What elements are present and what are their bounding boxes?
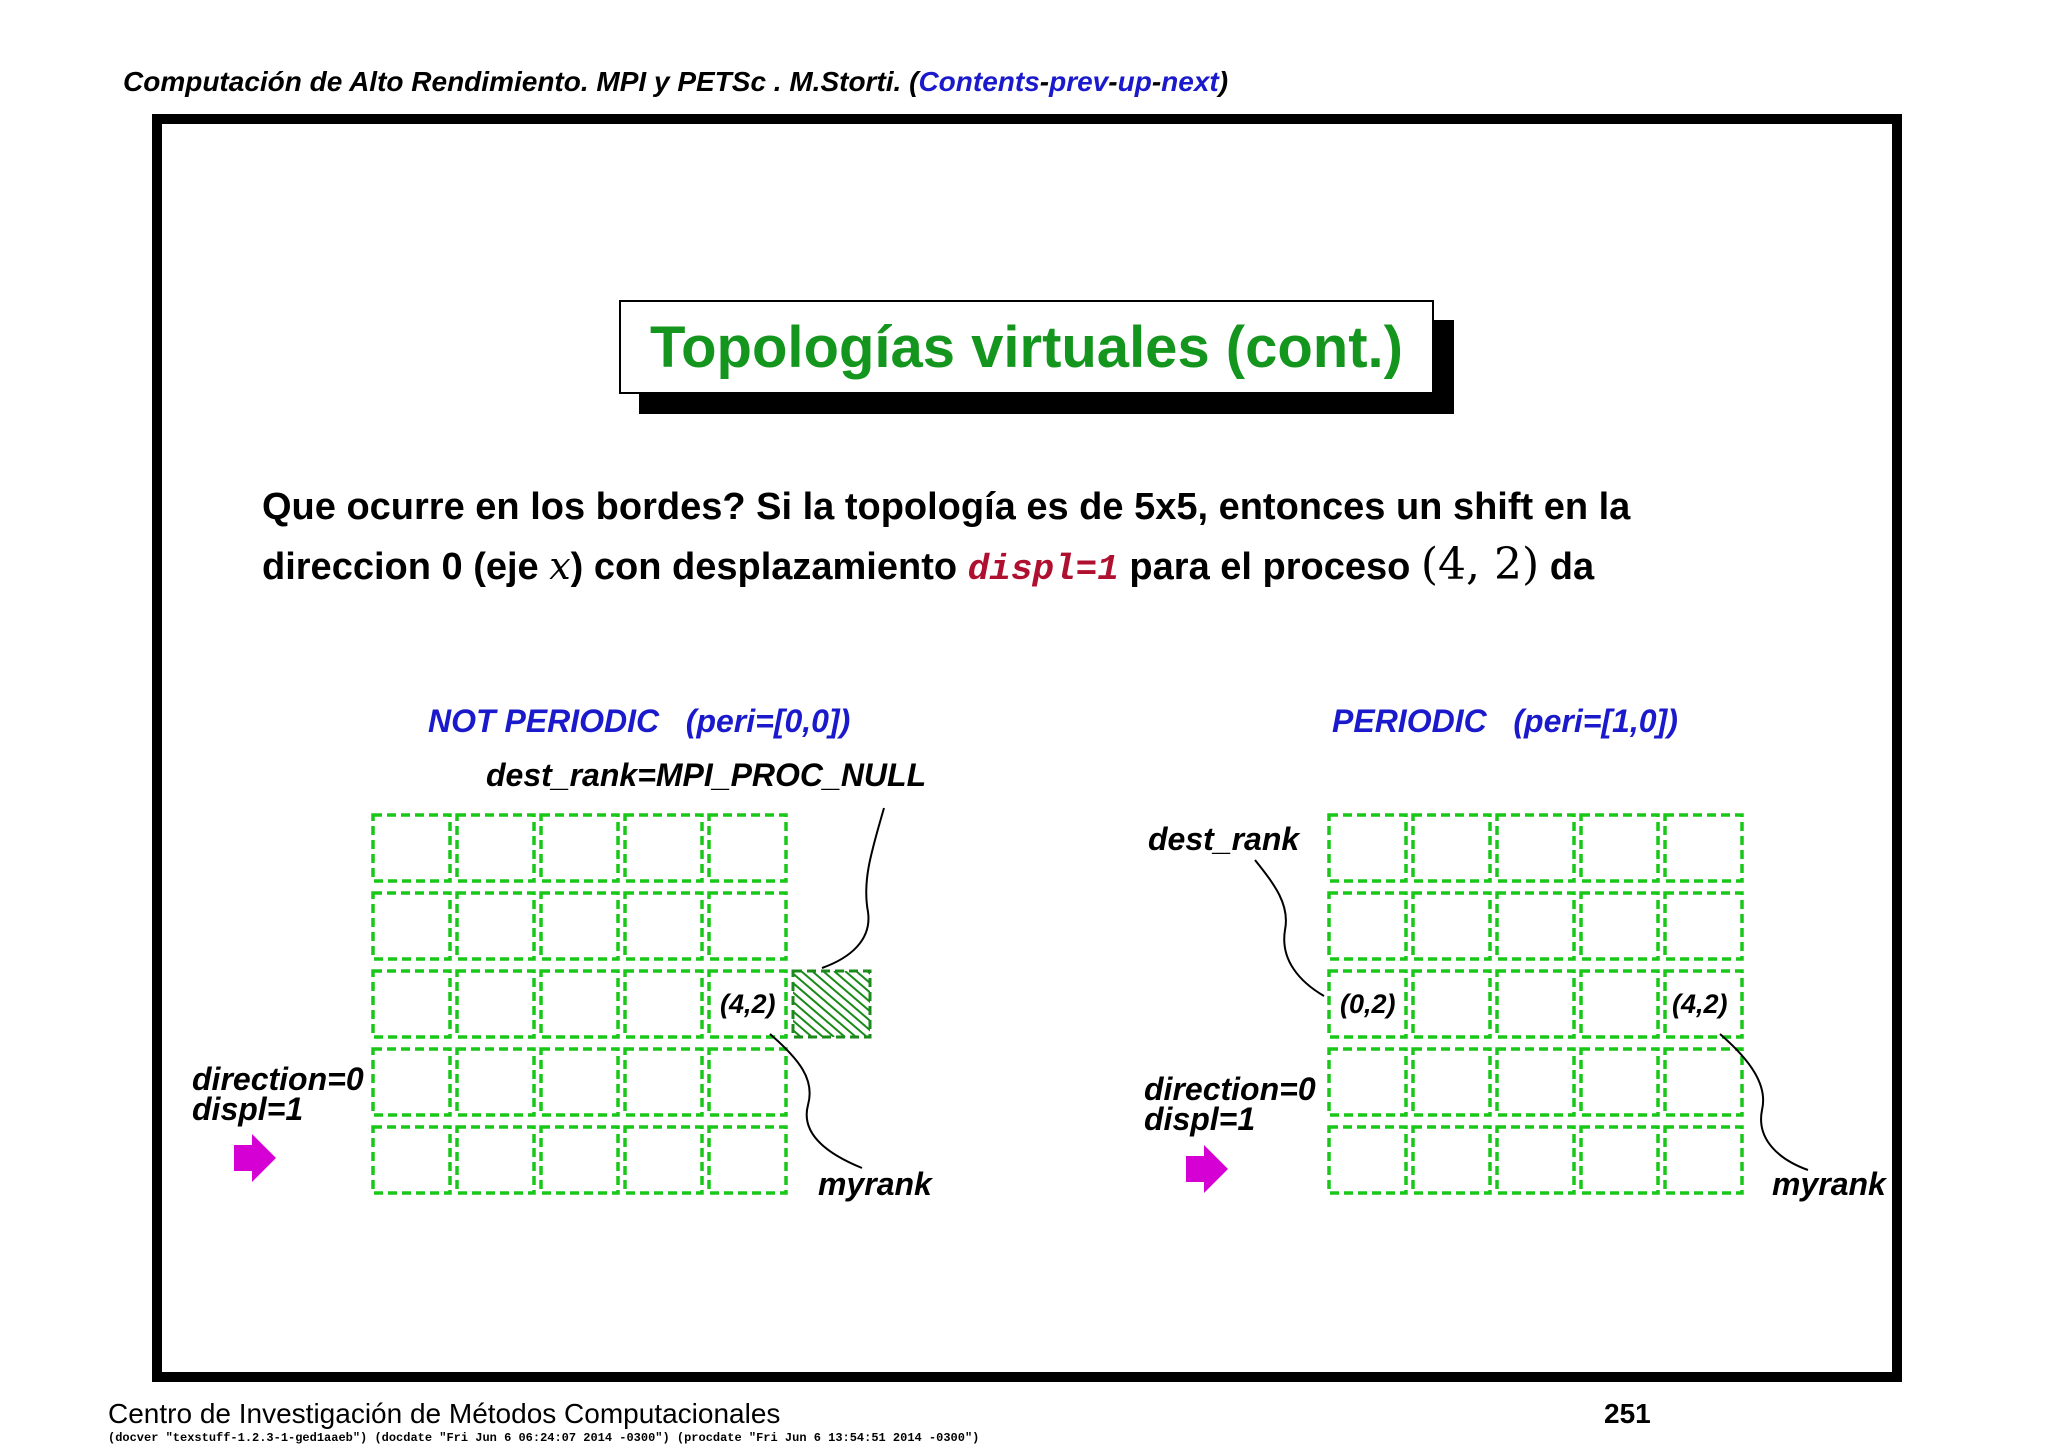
right-my-cell-label: (4,2) <box>1672 989 1728 1019</box>
footer-institution: Centro de Investigación de Métodos Computacionales <box>108 1398 781 1429</box>
right-grid-cell <box>1329 893 1406 959</box>
right-myrank-label: myrank <box>1772 1166 1886 1202</box>
right-grid-cell <box>1581 893 1658 959</box>
body-text-part1: direccion 0 (eje <box>262 546 550 588</box>
left-grid-cell <box>625 893 702 959</box>
math-coords: (4, 2) <box>1420 539 1540 590</box>
body-text-part3: para el proceso <box>1118 546 1421 588</box>
slide-title: Topologías virtuales (cont.) <box>650 314 1403 380</box>
right-grid-cell <box>1329 1127 1406 1193</box>
next-link[interactable]: next <box>1161 66 1219 97</box>
header-sep-1: - <box>1039 66 1050 97</box>
left-grid-cell <box>373 1049 450 1115</box>
right-grid-cell <box>1413 893 1490 959</box>
right-grid-cell <box>1413 971 1490 1037</box>
left-grid-cell <box>709 1127 786 1193</box>
right-dest-label: dest_rank <box>1148 821 1300 857</box>
contents-link[interactable]: Contents <box>918 66 1040 97</box>
up-link[interactable]: up <box>1117 66 1152 97</box>
right-dest-leader <box>1255 860 1324 996</box>
left-grid-cell <box>373 1127 450 1193</box>
left-grid-cell <box>625 815 702 881</box>
right-grid-cell <box>1581 815 1658 881</box>
hatch-line <box>867 971 944 1037</box>
prev-link[interactable]: prev <box>1049 66 1109 97</box>
left-grid-cell <box>457 893 534 959</box>
header-sep-2: - <box>1108 66 1118 97</box>
left-grid-cell <box>541 1127 618 1193</box>
left-grid-cell <box>541 1049 618 1115</box>
body-text-part2: ) con desplazamiento <box>570 546 968 588</box>
left-myrank-leader <box>770 1034 862 1168</box>
right-myrank-leader <box>1720 1034 1808 1170</box>
left-grid-cell <box>625 1049 702 1115</box>
right-dest-cell-label: (0,2) <box>1340 989 1396 1019</box>
left-grid-cell <box>709 893 786 959</box>
header-suffix: ) <box>1218 66 1229 97</box>
left-dest-leader <box>822 808 884 968</box>
right-grid-cell <box>1497 893 1574 959</box>
left-grid-cell <box>457 1049 534 1115</box>
body-line-1: Que ocurre en los bordes? Si la topología es de 5x5, entonces un shift en la <box>262 486 1631 528</box>
left-grid-cell <box>541 815 618 881</box>
left-grid-cell <box>373 971 450 1037</box>
right-direction-label: direction=0 <box>1144 1071 1316 1107</box>
right-grid-cell <box>1329 1049 1406 1115</box>
right-grid-cell <box>1497 1127 1574 1193</box>
right-arrow-icon <box>1186 1145 1228 1193</box>
right-grid-cell <box>1329 815 1406 881</box>
header-sep-3: - <box>1151 66 1162 97</box>
right-displ-label: displ=1 <box>1144 1101 1256 1137</box>
left-grid-cell <box>541 971 618 1037</box>
left-grid-cell <box>457 815 534 881</box>
left-grid-cell <box>457 971 534 1037</box>
right-grid-cell <box>1581 1049 1658 1115</box>
math-x: x <box>549 544 571 588</box>
right-grid-cell <box>1665 815 1742 881</box>
right-grid-cell <box>1581 1127 1658 1193</box>
hatch-line <box>878 971 955 1037</box>
right-grid-cell <box>1665 1049 1742 1115</box>
right-grid-cell <box>1413 1049 1490 1115</box>
left-grid-cell <box>373 893 450 959</box>
left-direction-label: direction=0 <box>192 1061 364 1097</box>
right-grid-cell <box>1497 971 1574 1037</box>
right-arrow-icon <box>234 1134 276 1182</box>
left-heading: NOT PERIODIC (peri=[0,0]) <box>428 703 851 739</box>
doc-metadata: (docver "texstuff-1.2.3-1-ged1aaeb") (docdate "Fri Jun 6 06:24:07 2014 -0300") (procdate "Fri Jun 6 13:54:51 2014 -0300") <box>108 1431 980 1445</box>
left-grid-cell <box>709 1049 786 1115</box>
left-grid-cell <box>625 1127 702 1193</box>
right-grid-cell <box>1497 815 1574 881</box>
header-prefix: Computación de Alto Rendimiento. MPI y PETSc . M.Storti. ( <box>123 66 919 97</box>
right-grid-cell <box>1413 1127 1490 1193</box>
right-grid-cell <box>1581 971 1658 1037</box>
body-text-part4: da <box>1539 546 1595 588</box>
code-displ: displ=1 <box>967 549 1119 590</box>
left-dest-label: dest_rank=MPI_PROC_NULL <box>486 757 927 793</box>
left-grid-cell <box>625 971 702 1037</box>
right-heading: PERIODIC (peri=[1,0]) <box>1332 703 1678 739</box>
left-grid-cell <box>457 1127 534 1193</box>
right-grid-cell <box>1665 893 1742 959</box>
left-grid-cell <box>373 815 450 881</box>
right-grid-cell <box>1413 815 1490 881</box>
left-myrank-label: myrank <box>818 1166 932 1202</box>
left-grid-cell <box>541 893 618 959</box>
right-grid-cell <box>1665 1127 1742 1193</box>
left-grid-cell <box>709 815 786 881</box>
page-number: 251 <box>1604 1398 1651 1429</box>
right-grid-cell <box>1497 1049 1574 1115</box>
left-cell-label: (4,2) <box>720 989 776 1019</box>
left-displ-label: displ=1 <box>192 1091 304 1127</box>
